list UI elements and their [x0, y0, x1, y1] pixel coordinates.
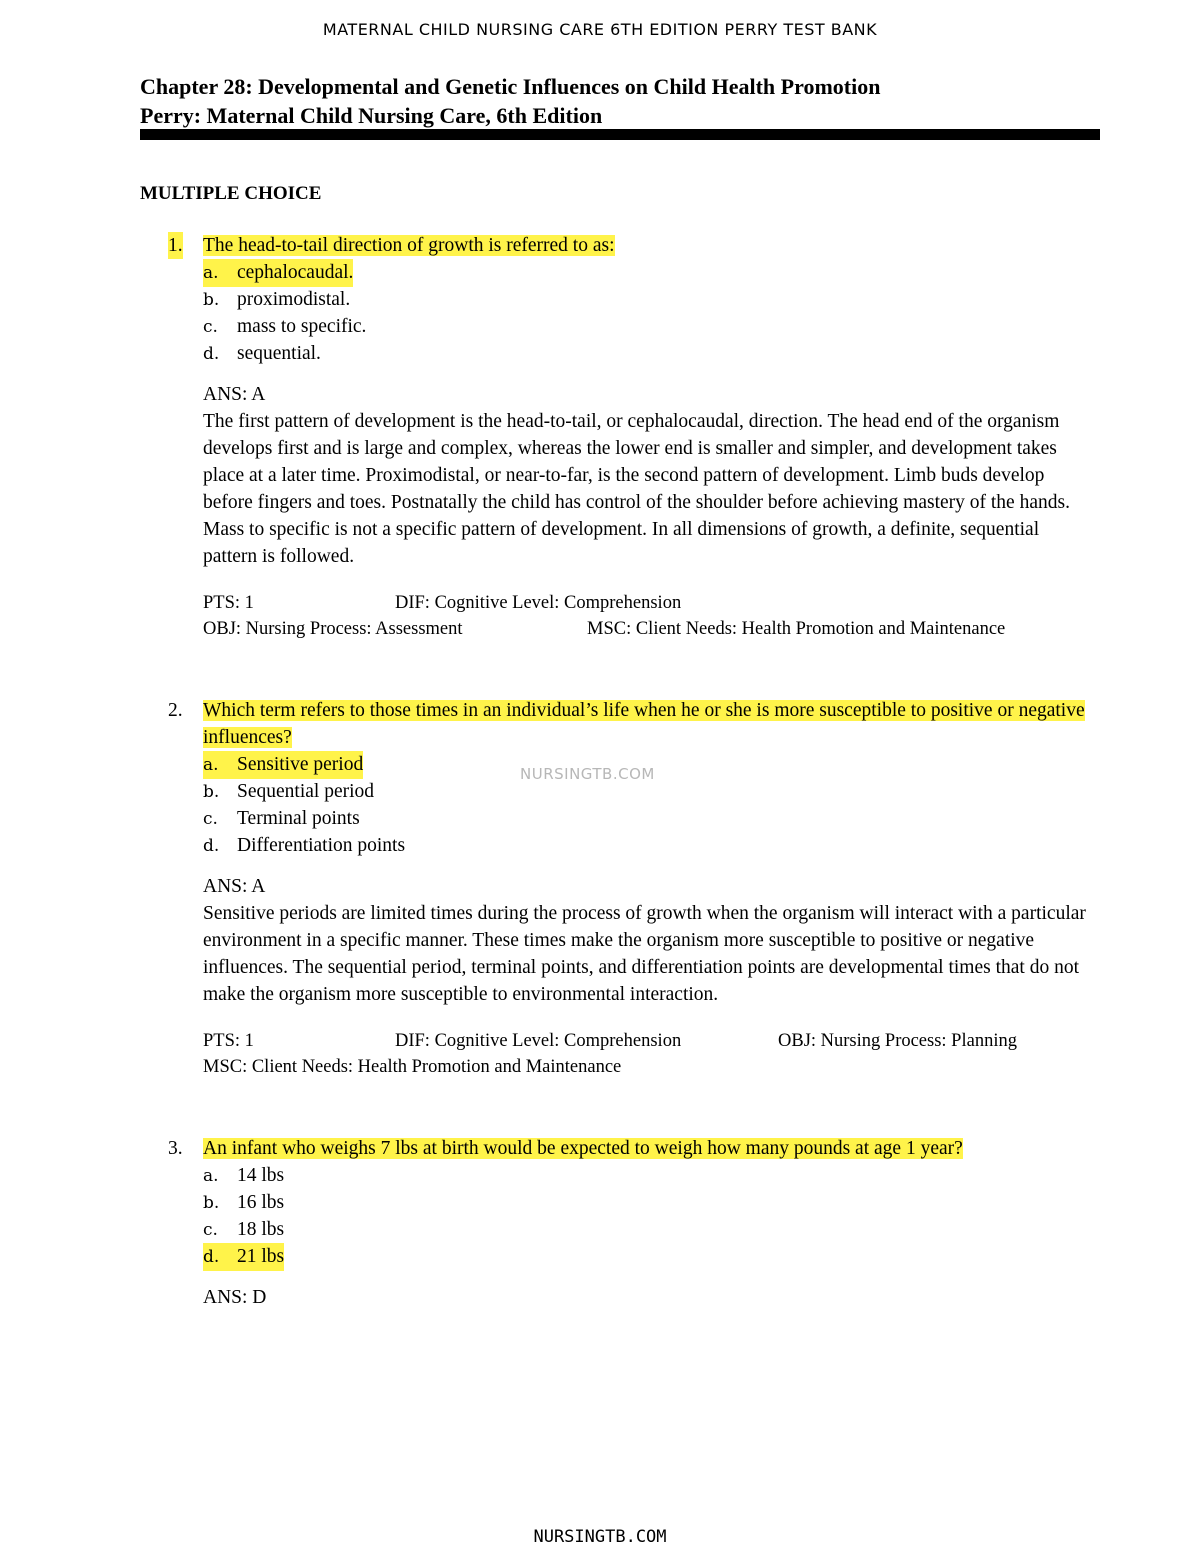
choice-letter: d. — [203, 344, 220, 364]
rationale: The first pattern of development is the head-to-tail, or cephalocaudal, direction. The head end of the organism develops first and is large and complex, whereas the lower end is smaller and simpler, and development takes place at a later time. Proximodistal, or near-to-far, is the second pattern of development. Limb buds develop before fingers and toes. Postnatally the child has control of the shoulder before achieving mastery of the hands. Mass to specific is not a specific pattern of development. In all dimensions of growth, a definite, sequential pattern is followed. — [203, 411, 1070, 567]
choice-c[interactable] — [168, 313, 1098, 340]
question-number: 2. — [168, 700, 183, 721]
question-number: 1. — [168, 232, 183, 259]
choice-list — [168, 259, 1098, 367]
choice-text: 21 lbs — [237, 1246, 285, 1267]
title-rule — [140, 129, 1100, 140]
question-stem-row — [168, 1135, 1098, 1162]
meta-pts: PTS: 1 — [203, 1031, 254, 1051]
question-stem: Which term refers to those times in an individual’s life when he or she is more susceptible to positive or negative influences? — [203, 700, 1085, 748]
choice-letter: b. — [203, 782, 220, 802]
question-1 — [168, 232, 1098, 642]
choice-letter: c. — [203, 317, 218, 337]
question-2 — [168, 697, 1098, 1080]
choice-text: 18 lbs — [237, 1219, 285, 1240]
choice-d[interactable] — [168, 832, 1098, 859]
watermark: NURSINGTB.COM — [520, 765, 655, 783]
question-stem: An infant who weighs 7 lbs at birth would be expected to weigh how many pounds at age 1 year? — [203, 1138, 963, 1159]
meta-dif: DIF: Cognitive Level: Comprehension — [395, 1031, 682, 1051]
question-3 — [168, 1135, 1098, 1311]
question-stem-row — [168, 697, 1098, 751]
choice-letter: d. — [203, 1247, 220, 1267]
choice-a[interactable] — [168, 259, 1098, 286]
choice-letter: a. — [203, 263, 219, 283]
choice-text: Differentiation points — [237, 835, 406, 856]
choice-letter: a. — [203, 755, 219, 775]
choice-text: Terminal points — [237, 808, 360, 829]
choice-text: proximodistal. — [237, 289, 351, 310]
choice-d[interactable] — [168, 340, 1098, 367]
choice-text: 14 lbs — [237, 1165, 285, 1186]
choice-letter: d. — [203, 836, 220, 856]
choice-letter: b. — [203, 290, 220, 310]
choice-letter: c. — [203, 809, 218, 829]
section-title: MULTIPLE CHOICE — [140, 183, 322, 204]
chapter-title — [140, 72, 880, 130]
meta-dif: DIF: Cognitive Level: Comprehension — [395, 593, 682, 613]
meta-obj: OBJ: Nursing Process: Assessment — [203, 619, 463, 639]
page-footer: NURSINGTB.COM — [533, 1527, 667, 1547]
meta-msc: MSC: Client Needs: Health Promotion and Maintenance — [587, 619, 1006, 639]
document-header: MATERNAL CHILD NURSING CARE 6TH EDITION PERRY TEST BANK — [322, 20, 878, 39]
choice-text: cephalocaudal. — [237, 262, 354, 283]
choice-a[interactable] — [168, 1162, 1098, 1189]
question-metadata — [168, 1028, 1098, 1080]
question-metadata — [168, 590, 1098, 642]
choice-letter: a. — [203, 1166, 219, 1186]
choice-text: Sensitive period — [237, 754, 364, 775]
question-number: 3. — [168, 1138, 183, 1159]
chapter-title-line1: Chapter 28: Developmental and Genetic Influences on Child Health Promotion — [140, 74, 881, 99]
answer-key: ANS: D — [203, 1287, 267, 1308]
answer-key: ANS: A — [203, 384, 266, 405]
meta-pts: PTS: 1 — [203, 593, 254, 613]
choice-text: mass to specific. — [237, 316, 367, 337]
choice-letter: b. — [203, 1193, 220, 1213]
choice-d[interactable] — [168, 1243, 1098, 1270]
choice-c[interactable] — [168, 1216, 1098, 1243]
rationale: Sensitive periods are limited times during the process of growth when the organism will interact with a particular environment in a specific manner. These times make the organism more susceptible to positive or negative influences. The sequential period, terminal points, and differentiation points are developmental times that do not make the organism more susceptible to environmental interaction. — [203, 903, 1086, 1005]
answer-key: ANS: A — [203, 876, 266, 897]
meta-msc: MSC: Client Needs: Health Promotion and Maintenance — [203, 1057, 622, 1077]
choice-text: Sequential period — [237, 781, 375, 802]
choice-c[interactable] — [168, 805, 1098, 832]
chapter-title-line2: Perry: Maternal Child Nursing Care, 6th Edition — [140, 103, 603, 128]
choice-b[interactable] — [168, 1189, 1098, 1216]
meta-obj: OBJ: Nursing Process: Planning — [778, 1031, 1017, 1051]
question-stem-row — [168, 232, 1098, 259]
question-stem: The head-to-tail direction of growth is referred to as: — [203, 235, 615, 256]
choice-list — [168, 1162, 1098, 1270]
choice-b[interactable] — [168, 286, 1098, 313]
choice-text: sequential. — [237, 343, 321, 364]
choice-text: 16 lbs — [237, 1192, 285, 1213]
choice-letter: c. — [203, 1220, 218, 1240]
